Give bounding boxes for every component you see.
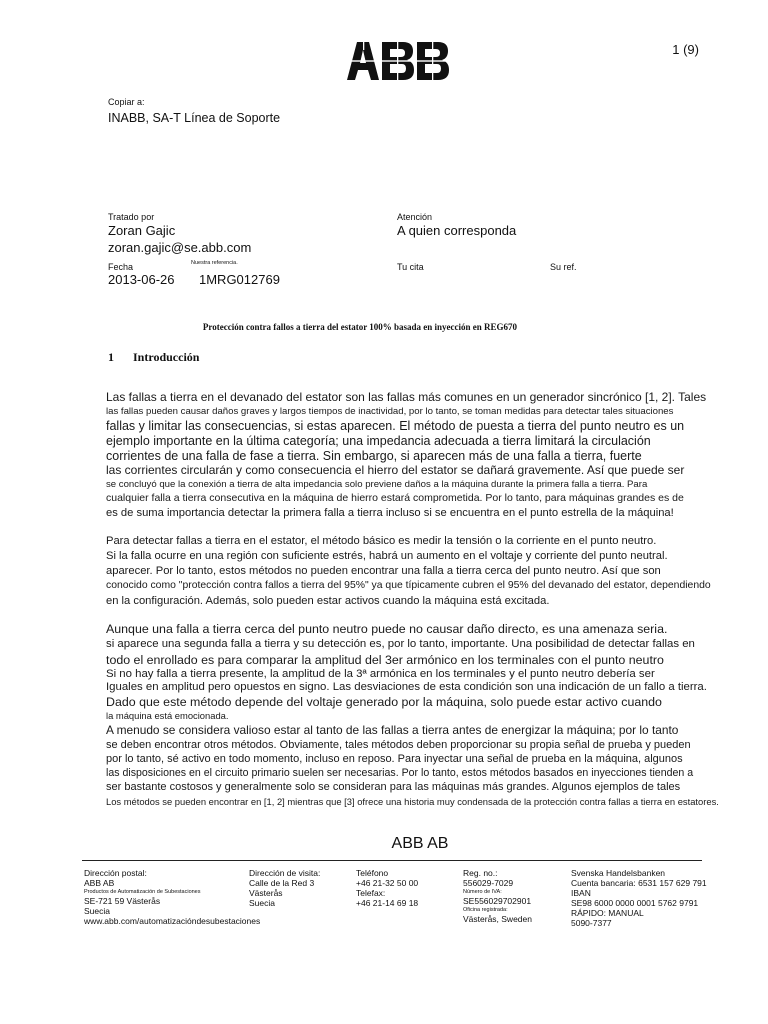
bank-line: IBAN [571,888,591,898]
footer-divider [82,860,702,861]
body-line: la máquina está emocionada. [106,710,229,721]
body-line: Las fallas a tierra en el devanado del estator son las fallas más comunes en un generador sincrónico [1, 2]. Tales [106,390,707,404]
body-line: aparecer. Por lo tanto, estos métodos no pueden encontrar una falla a tierra cerca del punto neutro. Así que son [106,565,661,577]
body-line: conocido como "protección contra fallos a tierra del 95%" ya que típicamente cubren el 95% del devanado del estator, dependiendo [106,580,711,591]
postal-line: SE-721 59 Västerås [84,896,161,906]
visit-line: Västerås [249,888,283,898]
reg-line: 556029-7029 [463,878,514,888]
body-line: todo el enrollado es para comparar la amplitud del 3er armónico en los terminales con el punto neutro [106,653,664,667]
footer-visit [249,868,320,908]
postal-line: Suecia [84,906,110,916]
phone-line: +46 21-14 69 18 [356,898,419,908]
postal-label: Dirección postal: [84,868,147,878]
reg-line: SE556029702901 [463,896,532,906]
footer-reg [463,868,532,924]
subject-line: Protección contra fallos a tierra del estator 100% basada en inyección en REG670 [202,322,518,332]
body-line: Iguales en amplitud pero opuestos en signo. Las desviaciones de esta condición son una indicación de un fallo a tierra. [106,681,707,693]
copy-value: INABB, SA-T Línea de Soporte [108,111,281,125]
body-line: corrientes de una falla de fase a tierra. Sin embargo, si aparecen más de una falla a tierra, fuerte [106,449,642,463]
body-line: las corrientes circularán y como consecuencia el hierro del estator se dañará gravemente. Así que puede ser [106,463,685,477]
date-label: Fecha [108,262,134,272]
body-line: las fallas pueden causar daños graves y largos tiempos de inactividad, por lo tanto, se toman medidas para detectar tales situaciones [106,406,674,417]
reg-line: Västerås, Sweden [463,914,532,924]
our-ref-label: Nuestra referencia. [191,260,238,266]
body-line: ejemplo importante en la última categoría; una impedancia adecuada a tierra limitará la circulación [106,434,651,448]
phone-line: +46 21-32 50 00 [356,878,419,888]
section-title: Introducción [133,350,200,364]
section-number: 1 [108,350,114,364]
bank-line: 5090-7377 [571,918,612,928]
body-line: Para detectar fallas a tierra en el estator, el método básico es medir la tensión o la corriente en el punto neutro. [106,535,657,547]
your-ref-label: Su ref. [550,262,577,272]
attention-label: Atención [397,212,433,222]
body-line: Dado que este método depende del voltaje generado por la máquina, solo puede estar activo cuando [106,695,662,709]
body-line: Los métodos se pueden encontrar en [1, 2] mientras que [3] ofrece una historia muy condensada de la protección contra fallas a tierra en estatores. [106,796,719,807]
bank-line: SE98 6000 0000 0001 5762 9791 [571,898,699,908]
body-line: si aparece una segunda falla a tierra y su detección es, por lo tanto, importante. Una posibilidad de detectar fallas en [106,638,695,650]
body-line: ser bastante costosos y generalmente solo se consideran para las máquinas más grandes. Algunos ejemplos de tales [106,781,681,793]
footer-bank [571,868,707,928]
our-ref-value: 1MRG012769 [199,272,280,287]
footer-phone [356,868,418,908]
copy-label: Copiar a: [108,97,145,107]
body-line: se deben encontrar otros métodos. Obviamente, tales métodos deben proporcionar su propia señal de prueba y pueden [106,739,691,751]
visit-line: Suecia [249,898,275,908]
body-line: es de suma importancia detectar la primera falla a tierra incluso si se encuentra en el punto estrella de la máquina! [106,507,674,519]
body-line: se concluyó que la conexión a tierra de alta impedancia solo previene daños a la máquina durante la primera falla a tierra. Para [106,479,648,490]
reg-line: Oficina registrada: [463,907,508,913]
postal-website-link[interactable]: www.abb.com/automatizacióndesubestaciones [84,916,261,926]
body-line: fallas y limitar las consecuencias, si estas aparecen. El método de puesta a tierra del punto neutro es un [106,419,685,433]
handled-by-label: Tratado por [108,212,155,222]
attention-value: A quien corresponda [397,223,517,238]
body-line: Si la falla ocurre en una región con suficiente estrés, habrá un aumento en el voltaje y corriente del punto neutral. [106,550,668,562]
handled-by-name: Zoran Gajic [108,223,176,238]
phone-label: Teléfono [356,868,389,878]
bank-line: RÁPIDO: MANUAL [571,908,644,918]
bank-label: Svenska Handelsbanken [571,868,666,878]
handled-by-email: zoran.gajic@se.abb.com [108,240,252,255]
reg-line: Número de IVA: [463,889,502,895]
body-line: A menudo se considera valioso estar al tanto de las fallas a tierra antes de energizar la máquina; por lo tanto [106,723,679,737]
reg-label: Reg. no.: [463,868,498,878]
your-quote-label: Tu cita [397,262,424,272]
body-line: por lo tanto, sé activo en todo momento, incluso en reposo. Para inyectar una señal de prueba en la máquina, algunos [106,753,683,765]
postal-line: Productos de Automatización de Subestaciones [84,889,201,895]
visit-line: Calle de la Red 3 [249,878,315,888]
phone-line: Telefax: [356,888,386,898]
postal-line: ABB AB [84,878,115,888]
footer-postal [84,868,260,926]
body-line: en la configuración. Además, solo pueden estar activos cuando la máquina está excitada. [106,595,550,607]
bank-line: Cuenta bancaria: 6531 157 629 791 [571,878,707,888]
date-value: 2013-06-26 [108,272,175,287]
page-number: 1 (9) [672,42,699,57]
company-name: ABB AB [391,835,449,852]
body-line: las disposiciones en el circuito primario suelen ser necesarias. Por lo tanto, estos métodos basados en inyecciones tienden a [106,767,694,779]
body-line: Si no hay falla a tierra presente, la amplitud de la 3ª armónica en los terminales y el punto neutro debería ser [106,668,655,680]
visit-label: Dirección de visita: [249,868,321,878]
abb-logo [347,42,449,80]
body-line: cualquier falla a tierra consecutiva en la máquina de hierro estará comprometida. Por lo tanto, para máquinas grandes es de [106,492,684,504]
body-line: Aunque una falla a tierra cerca del punto neutro puede no causar daño directo, es una amenaza seria. [106,622,668,636]
